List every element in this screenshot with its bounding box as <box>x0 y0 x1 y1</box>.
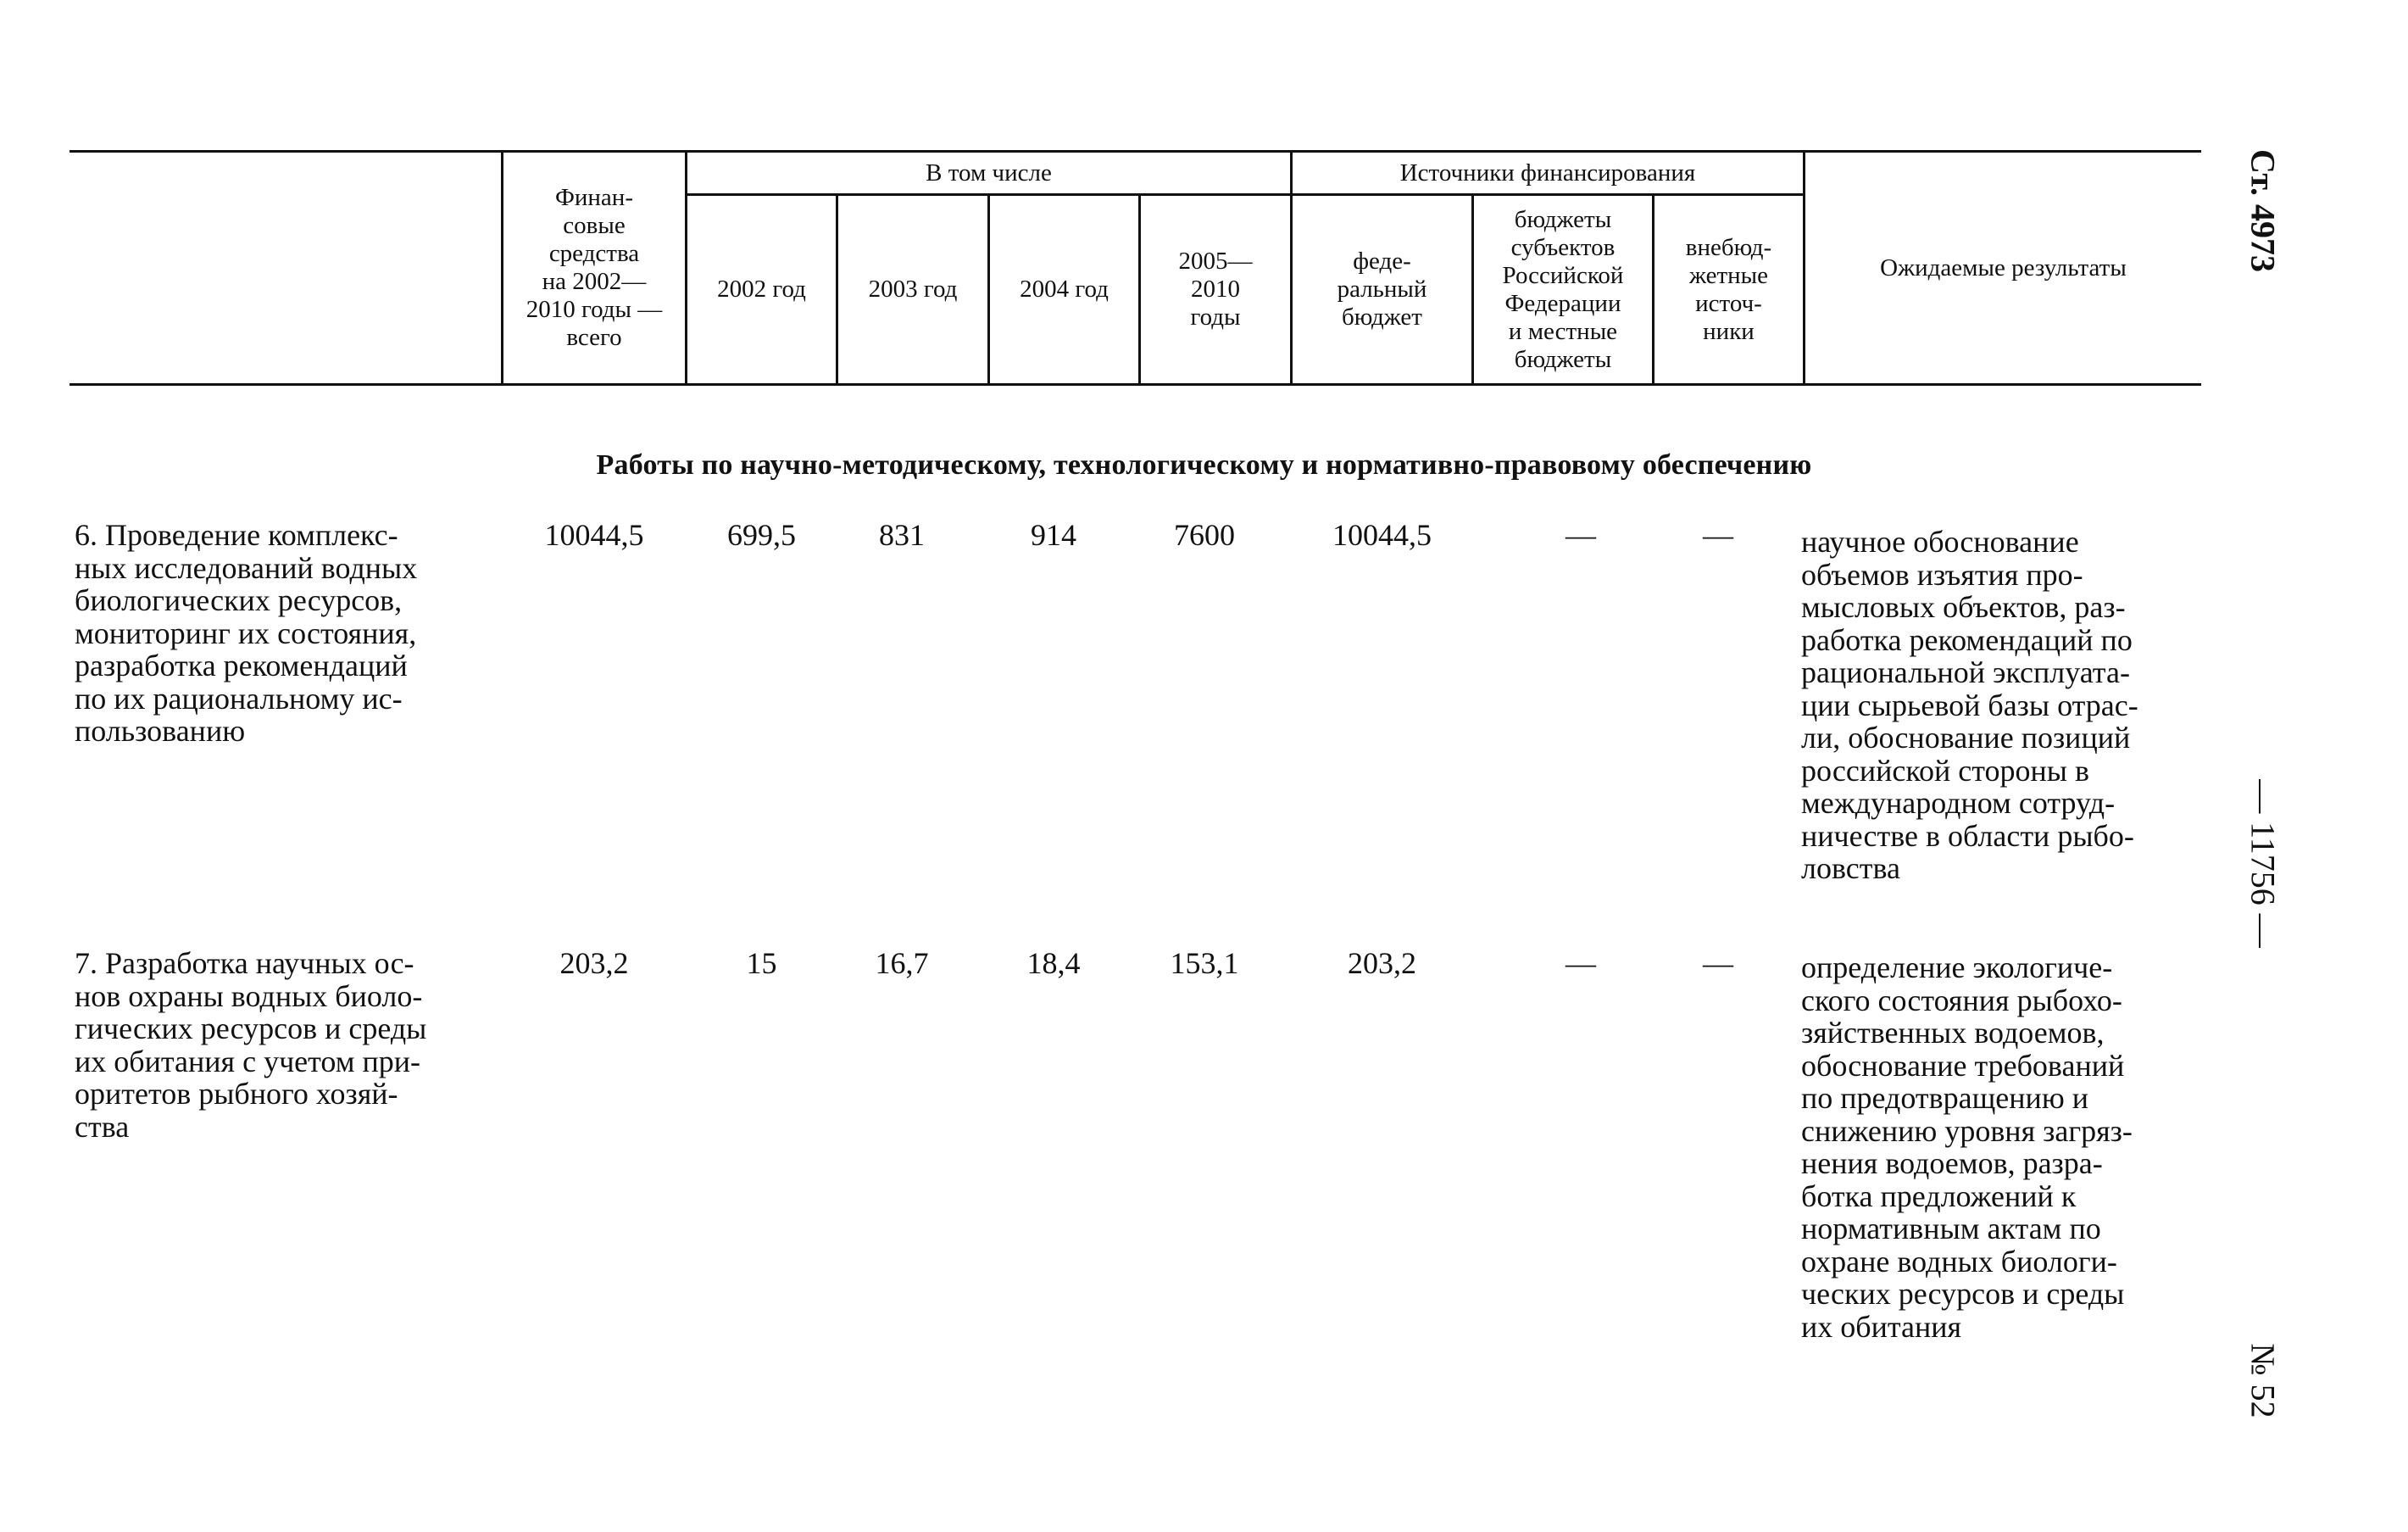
row-7-total: 203,2 <box>559 946 629 980</box>
row-6-name: 6. Проведение комплекс- ных исследований водных биологических ресурсов, мониторинг их состояния, разработка рекомендаций по их рациональному ис- пользованию <box>75 518 418 748</box>
row-6-2005-2010: 7600 <box>1174 518 1235 552</box>
header-regional-budgets: бюджеты субъектов Российской Федерации и местные бюджеты <box>1502 205 1624 373</box>
page-number: — 11756 — <box>2244 779 2283 948</box>
table-header-bottom-rule <box>70 383 2201 386</box>
row-6-total: 10044,5 <box>544 518 644 552</box>
header-extra-budget: внебюд- жетные источ- ники <box>1685 233 1772 345</box>
row-6-2003: 831 <box>879 518 925 552</box>
header-year-2003: 2003 год <box>868 276 958 303</box>
row-7-2002: 15 <box>746 946 777 980</box>
header-year-2002: 2002 год <box>717 276 806 303</box>
header-including: В том числе <box>926 159 1052 187</box>
row-7-regional: — <box>1565 946 1596 980</box>
row-6-extra: — <box>1703 518 1733 552</box>
row-7-federal: 203,2 <box>1348 946 1416 980</box>
row-7-extra: — <box>1703 946 1733 980</box>
row-7-2004: 18,4 <box>1026 946 1081 980</box>
section-title: Работы по научно-методическому, технологическому и нормативно-правовому обеспечению <box>596 449 1812 481</box>
row-6-federal: 10044,5 <box>1332 518 1432 552</box>
row-6-2004: 914 <box>1031 518 1076 552</box>
row-7-2005-2010: 153,1 <box>1170 946 1239 980</box>
header-year-2004: 2004 год <box>1020 276 1109 303</box>
row-7-name: 7. Разработка научных ос- нов охраны водных биоло- гических ресурсов и среды их обитания с учетом при- оритетов рыбного хозяй- ства <box>75 946 427 1144</box>
page-reference: Ст. 4973 <box>2244 149 2283 272</box>
header-year-2005-2010: 2005— 2010 годы <box>1178 248 1253 331</box>
header-sources: Источники финансирования <box>1399 159 1696 187</box>
row-7-2003: 16,7 <box>875 946 929 980</box>
header-expected-results: Ожидаемые результаты <box>1880 253 2127 281</box>
header-total-funds: Финан- совые средства на 2002— 2010 годы — всего <box>526 184 663 351</box>
row-6-regional: — <box>1565 518 1596 552</box>
issue-number: № 52 <box>2244 1343 2283 1418</box>
row-6-2002: 699,5 <box>727 518 796 552</box>
row-7-result: определение экологиче- ского состояния рыбохо- зяйственных водоемов, обоснование требований по предотвращению и снижению уровня загряз- нения водоемов, разра- ботка предложений к нормативным актам по охране водных биологи- ческих ресурсов и среды их обитания <box>1801 950 2133 1344</box>
row-6-result: научное обоснование объемов изъятия про- мысловых объектов, раз- работка рекомендаций по рациональной эксплуата- ции сырьевой базы отрас- ли, обоснование позиций российской стороны в международном сотруд- ничестве в области рыбо- ловства <box>1801 525 2138 885</box>
header-federal-budget: феде- ральный бюджет <box>1337 248 1427 331</box>
